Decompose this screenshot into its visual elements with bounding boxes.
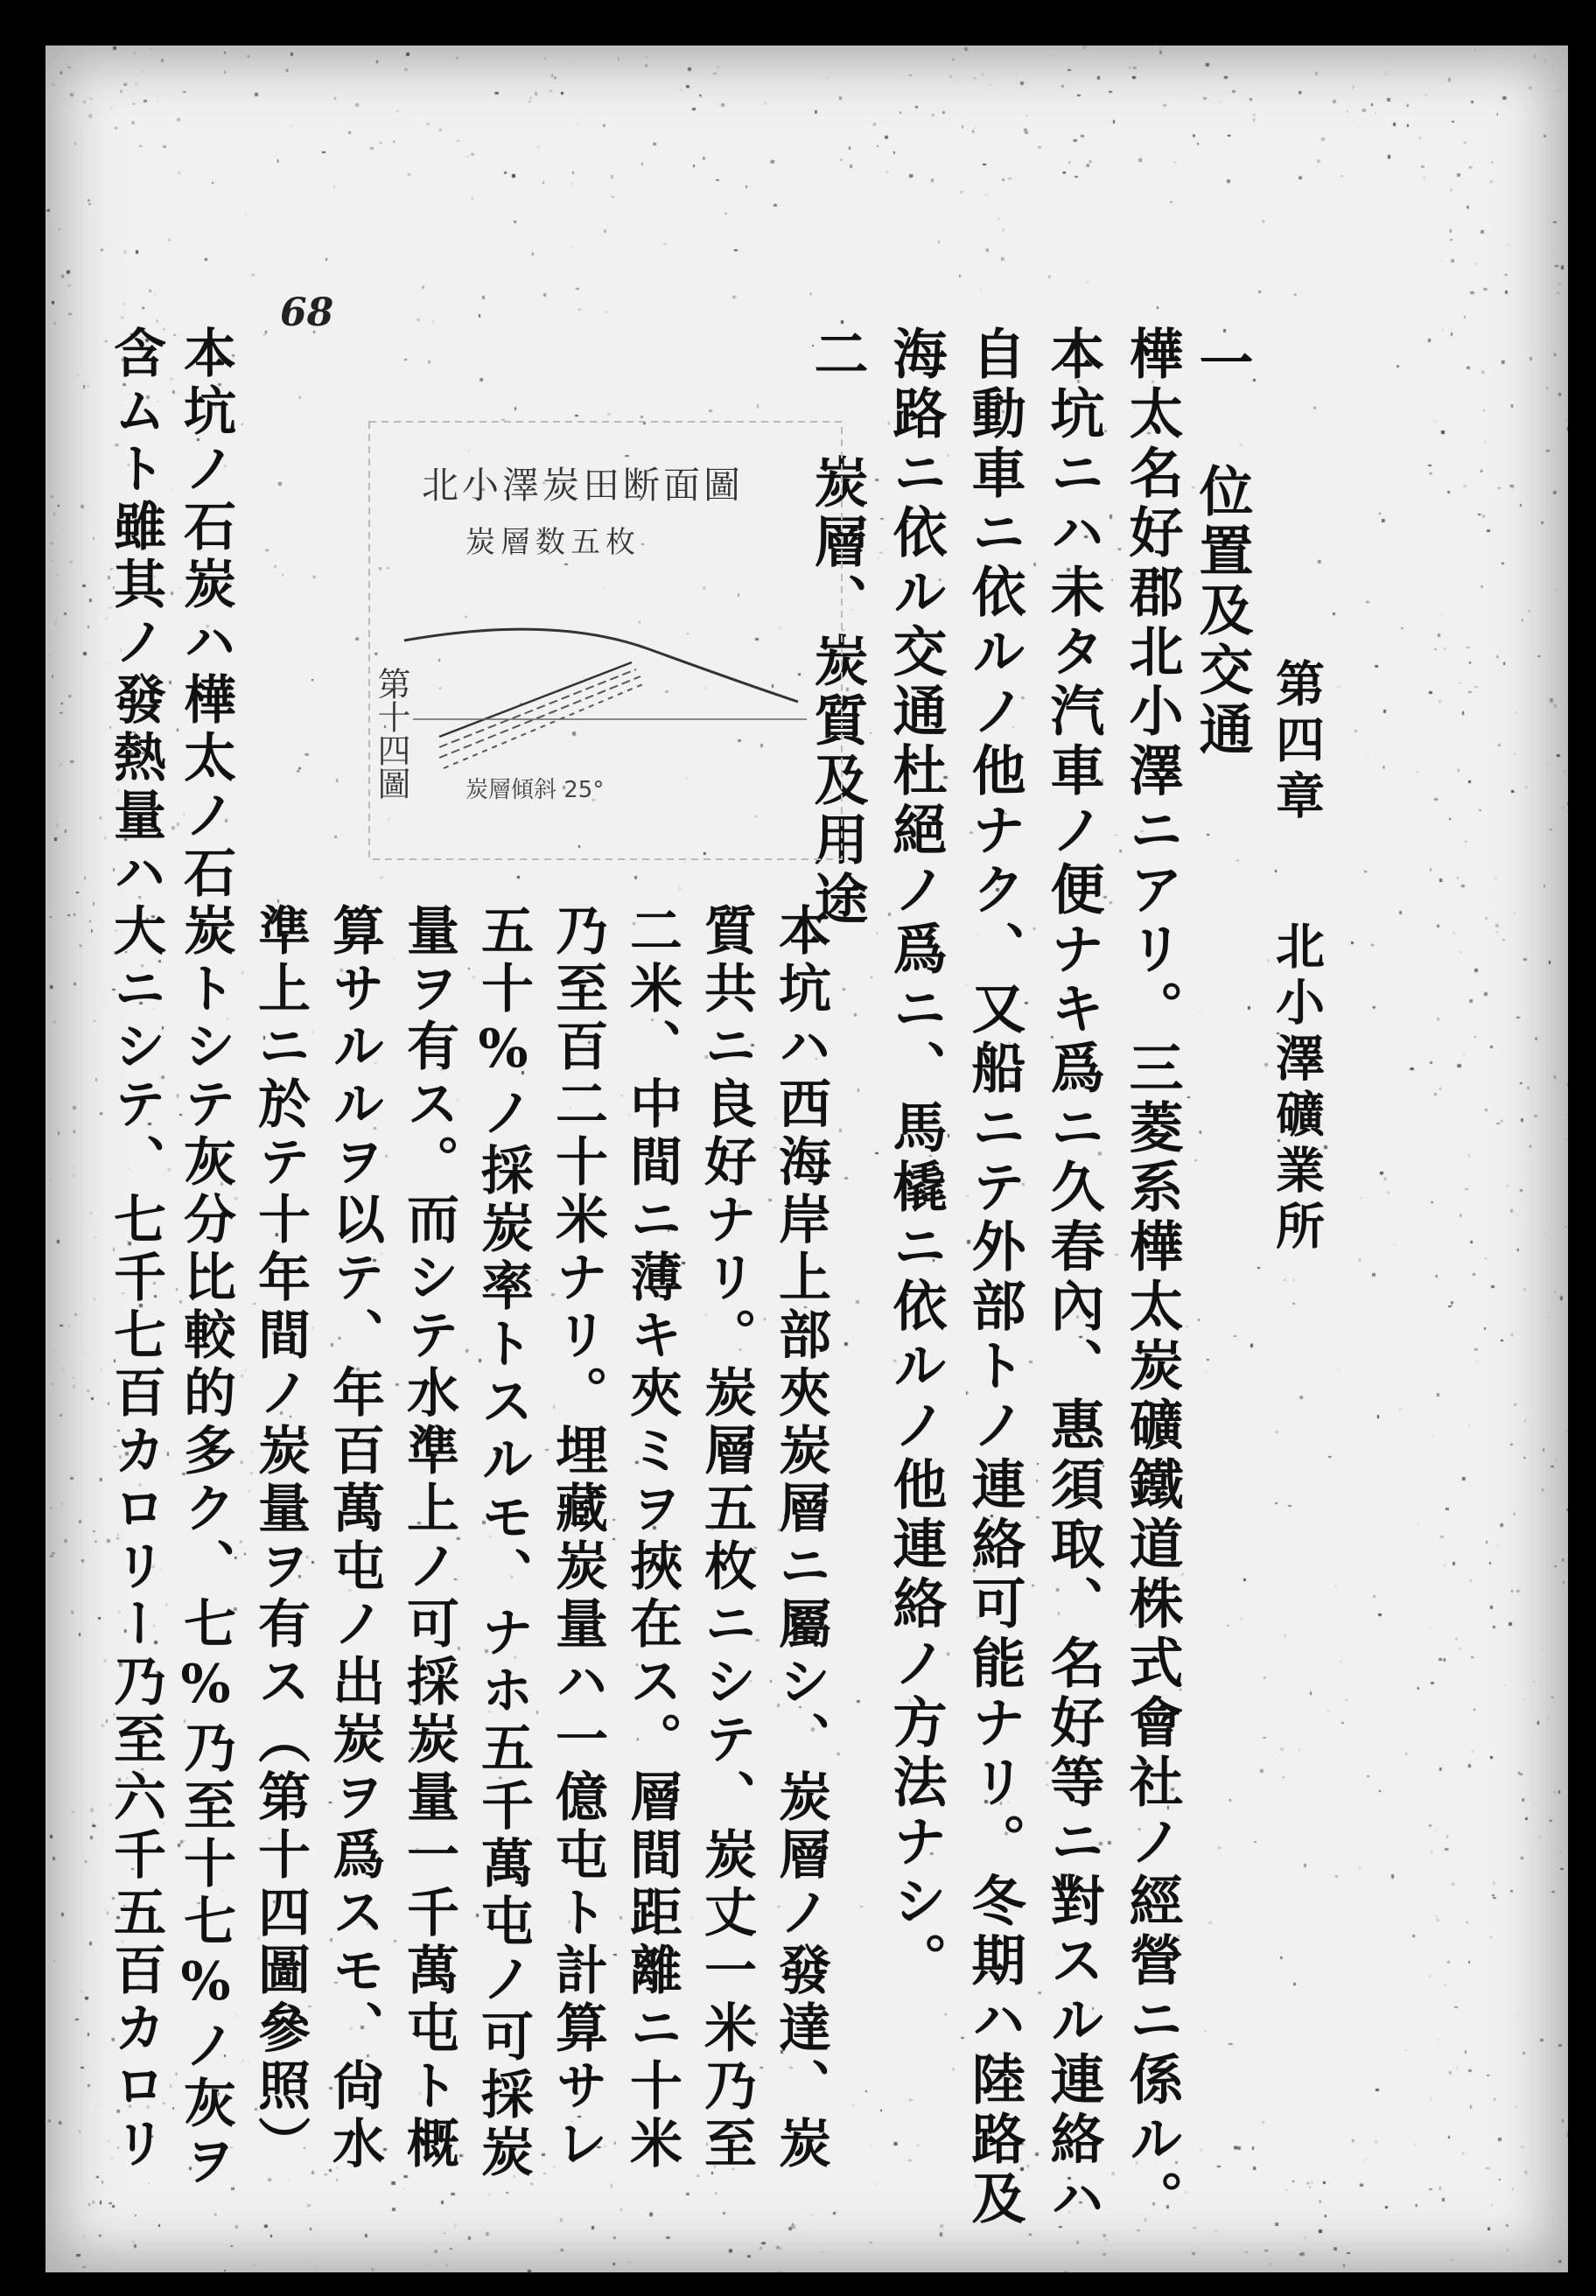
section1-line: 海路ニ依ル交通杜絕ノ爲ニ、馬橇ニ依ルノ他連絡ノ方法ナシ。 — [884, 326, 948, 1992]
office-name: 北小澤礦業所 — [1268, 920, 1326, 1256]
section1-line: 本坑ニハ未タ汽車ノ便ナキ爲ニ久春內、惠須取、名好等ニ對スル連絡ハ — [1041, 326, 1105, 2230]
section1-line: 自動車ニ依ルノ他ナク、又船ニテ外部トノ連絡可能ナリ。冬期ハ陸路及 — [962, 326, 1026, 2230]
chapter-title: 第四章 — [1268, 658, 1326, 826]
page-number: 68 — [280, 290, 334, 335]
ground-surface-line — [404, 629, 798, 702]
section2-line: 量ヲ有ス。而シテ水準上ノ可採炭量一千萬屯ト概 — [398, 903, 459, 2174]
section2-line: 乃至百二十米ナリ。埋藏炭量ハ一億屯ト計算サレ — [547, 903, 608, 2174]
section2-line: 二米、中間ニ薄キ夾ミヲ挾在ス。層間距離ニ十米 — [621, 903, 682, 2174]
section1-line: 樺太名好郡北小澤ニアリ。三菱系樺太炭礦鐵道株式會社ノ經營ニ係ル。 — [1120, 326, 1184, 2230]
section2-line: 準上ニ於テ十年間ノ炭量ヲ有ス（第十四圖參照） — [249, 903, 311, 2174]
figure-number: 第十四圖 — [372, 667, 410, 800]
seam-line — [439, 662, 632, 737]
seam-line — [439, 669, 636, 747]
figure-title: 北小澤炭田断面圖 — [422, 464, 745, 507]
section2-line: 本坑ハ西海岸上部夾炭層ニ屬シ、炭層ノ發達、炭 — [770, 903, 831, 2174]
dip-label: 炭層傾斜 25° — [466, 777, 605, 803]
section2-line: 算サルルヲ以テ、年百萬屯ノ出炭ヲ爲スモ、尙水 — [324, 903, 385, 2174]
section2-line: 五十%ノ採炭率トスルモ、ナホ五千萬屯ノ可採炭 — [472, 903, 534, 2182]
body-line: 含ムト雖其ノ發熱量ハ大ニシテ、七千七百カロリー乃至六千五百カロリ — [105, 326, 166, 2174]
document-page — [46, 46, 1568, 2272]
section1-heading: 一 位置及交通 — [1190, 334, 1254, 760]
section2-line: 質共ニ良好ナリ。炭層五枚ニシテ、炭丈一米乃至 — [696, 903, 757, 2174]
cross-section-figure — [334, 413, 859, 868]
section2-heading: 二 炭層、炭質及用途 — [805, 326, 869, 930]
body-line: 本坑ノ石炭ハ樺太ノ石炭トシテ灰分比較的多ク、七%乃至十七%ノ灰ヲ — [175, 326, 236, 2191]
seam-line — [439, 676, 640, 758]
figure-subtitle: 炭層数五枚 — [466, 525, 640, 560]
